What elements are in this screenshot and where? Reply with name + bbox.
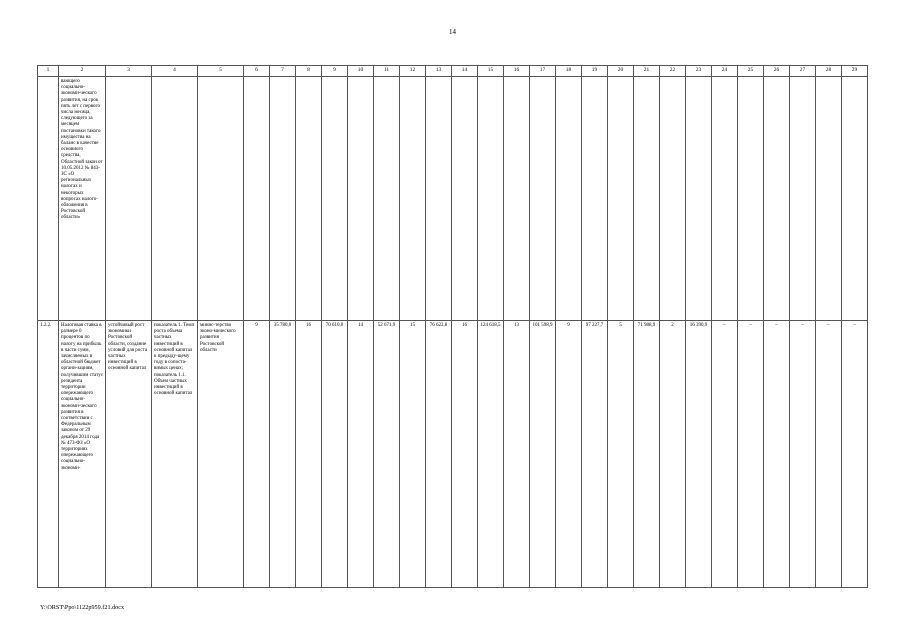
value-cell: 97 227,7 [582,321,608,588]
table-cell [270,77,296,321]
table-cell [374,77,400,321]
value-cell: 101 598,9 [530,321,556,588]
table-cell [608,77,634,321]
value-cell: 9 [244,321,270,588]
value-cell: 9 [556,321,582,588]
table-cell [106,77,152,321]
value-cell: – [764,321,790,588]
table-cell [686,77,712,321]
value-cell: 16 390,9 [686,321,712,588]
column-header: 29 [842,66,868,77]
table-cell [452,77,478,321]
table-cell [426,77,452,321]
curator-cell: минис-терство эконо-мического развития Ростовской области [198,321,244,588]
measure-description-cell: Налоговая ставка в размере 0 процентов по налогу на прибыль в части сумм, зачисляемых в областной бюджет органи-зациям, получившим статус резидента территории опережающего социально-экономи-ческого развития в соответствии с Федеральным законом от 29 декабря 2014 года № 473-ФЗ «О территориях опережающего социально-экономи- [59,321,106,588]
column-header: 5 [198,66,244,77]
table-cell [348,77,374,321]
column-header: 20 [608,66,634,77]
column-header: 7 [270,66,296,77]
table-row-continuation [38,77,868,321]
goal-cell: устойчивый рост экономики Ростовской области, создание условий для роста частных инвестиций в основной капитал [106,321,152,588]
table-cell [244,77,270,321]
column-header: 1 [38,66,59,77]
value-cell: 2 [660,321,686,588]
table-cell [842,77,868,321]
column-header: 8 [296,66,322,77]
data-table [37,65,868,588]
column-header: 24 [712,66,738,77]
table-cell [764,77,790,321]
column-header: 21 [634,66,660,77]
table-cell [790,77,816,321]
column-header: 13 [426,66,452,77]
column-header: 15 [478,66,504,77]
column-header: 2 [59,66,106,77]
table-cell [198,77,244,321]
measure-description-cell: вающего социально-экономи-ческого развития, на срок пять лет с первого числа месяца, следующего за месяцем постановки такого имущества на баланс в качестве основного средства, Областной закон от 10.05.2012 № 843-ЗС «О региональных налогах и некоторых вопросах налого-обложения в Ростовской области» [59,77,106,321]
value-cell: 15 [400,321,426,588]
page-number: 14 [449,28,456,36]
column-header: 11 [374,66,400,77]
value-cell: 70 610,0 [322,321,348,588]
value-cell: 76 622,8 [426,321,452,588]
value-cell: – [790,321,816,588]
table-cell [38,77,59,321]
value-cell: 16 [296,321,322,588]
column-header: 16 [504,66,530,77]
footer-file-path: Y:\ORST\Ppo\1122p959.f21.docx [40,604,125,611]
table-cell [556,77,582,321]
value-cell: 35 780,0 [270,321,296,588]
table-cell [504,77,530,321]
value-cell: 14 [348,321,374,588]
value-cell: – [712,321,738,588]
table-cell [816,77,842,321]
value-cell: 52 671,9 [374,321,400,588]
value-cell: 13 [504,321,530,588]
table-cell [530,77,556,321]
value-cell: – [842,321,868,588]
column-header: 9 [322,66,348,77]
column-header: 4 [152,66,198,77]
value-cell: 71 988,9 [634,321,660,588]
column-header: 23 [686,66,712,77]
table-cell [400,77,426,321]
table-cell [322,77,348,321]
column-header: 3 [106,66,152,77]
column-header: 27 [790,66,816,77]
column-header: 22 [660,66,686,77]
row-number-cell: 1.2.2. [38,321,59,588]
table-cell [582,77,608,321]
value-cell: – [738,321,764,588]
table-cell [296,77,322,321]
value-cell: 5 [608,321,634,588]
column-header: 25 [738,66,764,77]
column-header: 6 [244,66,270,77]
indicator-cell: показатель 1. Темп роста объема частных инвестиций в основной капитал к предыду-щему году в сопоста-вимых ценах; показатель 1.1. Объем частных инвестиций в основной капитал [152,321,198,588]
column-header: 12 [400,66,426,77]
table-cell [634,77,660,321]
column-header: 28 [816,66,842,77]
value-cell: 124 618,5 [478,321,504,588]
table-cell [660,77,686,321]
column-number-row [38,66,868,77]
column-header: 18 [556,66,582,77]
column-header: 17 [530,66,556,77]
table-cell [712,77,738,321]
table-cell [738,77,764,321]
table-cell [478,77,504,321]
value-cell: – [816,321,842,588]
table-row-1-2-2 [38,321,868,588]
value-cell: 16 [452,321,478,588]
column-header: 26 [764,66,790,77]
column-header: 19 [582,66,608,77]
column-header: 14 [452,66,478,77]
table-cell [152,77,198,321]
column-header: 10 [348,66,374,77]
